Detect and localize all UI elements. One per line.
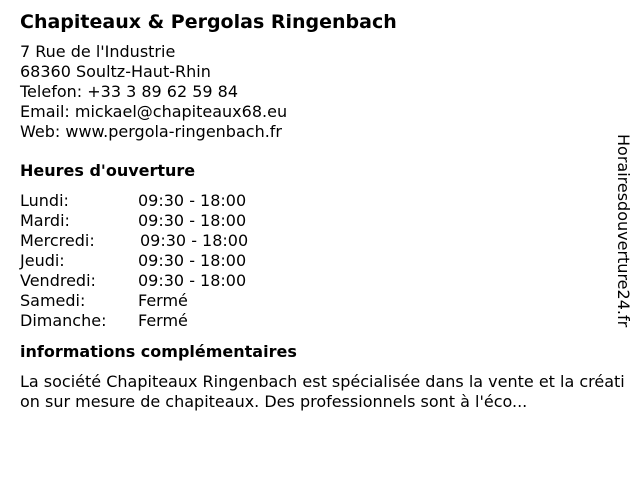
address-street: 7 Rue de l'Industrie bbox=[20, 42, 176, 61]
time-value: 09:30 - 18:00 bbox=[138, 191, 247, 210]
time-value: Fermé bbox=[138, 291, 188, 310]
info-heading: informations complémentaires bbox=[20, 342, 297, 361]
day-label: Dimanche: bbox=[20, 311, 107, 330]
business-name: Chapiteaux & Pergolas Ringenbach bbox=[20, 11, 397, 33]
hours-row-saturday bbox=[20, 291, 632, 311]
hours-row-thursday bbox=[20, 251, 632, 271]
time-value: 09:30 - 18:00 bbox=[138, 251, 247, 270]
hours-row-monday bbox=[20, 191, 632, 211]
opening-hours-table bbox=[20, 191, 632, 331]
hours-row-tuesday bbox=[20, 211, 632, 231]
time-value: Fermé bbox=[138, 311, 188, 330]
time-value: 09:30 - 18:00 bbox=[138, 271, 247, 290]
business-card bbox=[20, 10, 632, 412]
day-label: Mercredi: bbox=[20, 231, 95, 250]
brand-watermark-text: Horairesdouverture24.fr bbox=[614, 134, 633, 328]
web-line: Web: www.pergola-ringenbach.fr bbox=[20, 122, 282, 141]
day-label: Lundi: bbox=[20, 191, 69, 210]
phone-line: Telefon: +33 3 89 62 59 84 bbox=[20, 82, 239, 101]
day-label: Vendredi: bbox=[20, 271, 96, 290]
opening-hours-heading: Heures d'ouverture bbox=[20, 161, 196, 180]
time-value: 09:30 - 18:00 bbox=[138, 211, 247, 230]
email-line: Email: mickael@chapiteaux68.eu bbox=[20, 102, 288, 121]
day-label: Jeudi: bbox=[20, 251, 65, 270]
address-city: 68360 Soultz-Haut-Rhin bbox=[20, 62, 211, 81]
hours-row-wednesday bbox=[20, 231, 632, 251]
time-value: 09:30 - 18:00 bbox=[140, 231, 249, 250]
hours-row-friday bbox=[20, 271, 632, 291]
hours-row-sunday bbox=[20, 311, 632, 331]
day-label: Mardi: bbox=[20, 211, 70, 230]
day-label: Samedi: bbox=[20, 291, 86, 310]
info-description: La société Chapiteaux Ringenbach est spécialisée dans la vente et la création sur mesure de chapiteaux. Des professionnels sont à l'éco... bbox=[20, 372, 625, 411]
